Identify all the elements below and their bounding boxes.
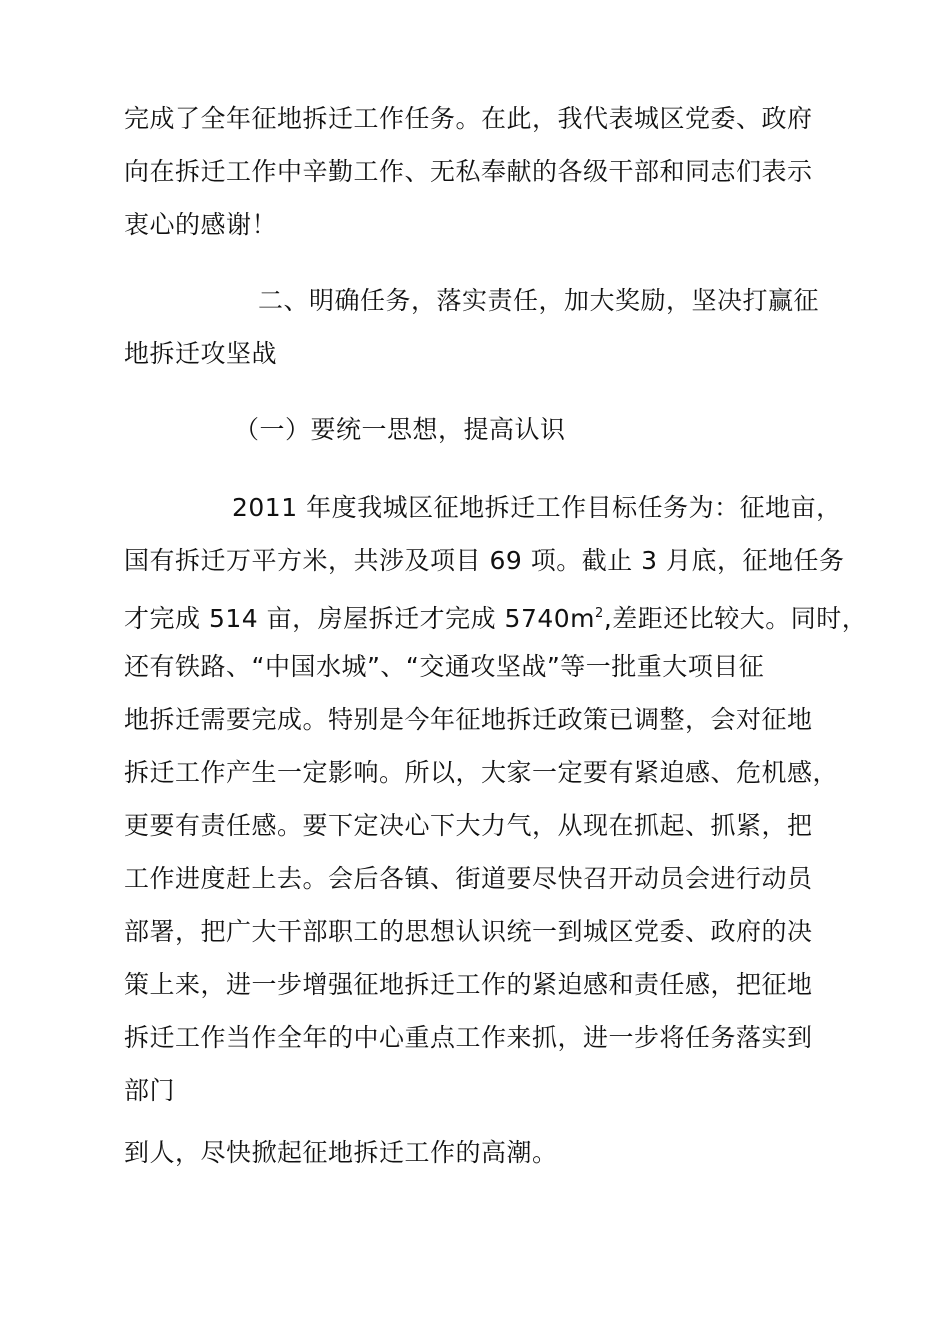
- body-line-2: 国有拆迁万平方米，共涉及项目 69 项。截止 3 月底，征地任务: [124, 546, 845, 575]
- body-line-6: 拆迁工作产生一定影响。所以，大家一定要有紧迫感、危机感，: [124, 758, 839, 787]
- body-line-12: 部门: [124, 1076, 176, 1105]
- superscript-two: 2: [595, 606, 604, 621]
- intro-line-1: 完成了全年征地拆迁工作任务。在此，我代表城区党委、政府: [124, 104, 813, 133]
- section-heading-line-2: 地拆迁攻坚战: [124, 339, 278, 368]
- body-line-5: 地拆迁需要完成。特别是今年征地拆迁政策已调整，会对征地: [124, 705, 813, 734]
- section-heading-line-1: 二、明确任务，落实责任，加大奖励，坚决打赢征: [258, 286, 820, 315]
- body-line-3-main: 才完成 514 亩，房屋拆迁才完成 5740m: [124, 604, 596, 633]
- body-line-9: 部署，把广大干部职工的思想认识统一到城区党委、政府的决: [124, 917, 813, 946]
- intro-line-2: 向在拆迁工作中辛勤工作、无私奉献的各级干部和同志们表示: [124, 157, 813, 186]
- body-line-4: 还有铁路、“中国水城”、“交通攻坚战”等一批重大项目征: [124, 652, 765, 681]
- intro-line-3: 衷心的感谢！: [124, 210, 278, 239]
- body-line-1: 2011 年度我城区征地拆迁工作目标任务为：征地亩，: [232, 493, 842, 522]
- body-line-3: [124, 599, 867, 634]
- closing-line: 到人，尽快掀起征地拆迁工作的高潮。: [124, 1138, 558, 1167]
- body-line-3-rest: ,差距还比较大。同时，: [603, 604, 868, 633]
- body-line-10: 策上来，进一步增强征地拆迁工作的紧迫感和责任感，把征地: [124, 970, 813, 999]
- body-line-11: 拆迁工作当作全年的中心重点工作来抓，进一步将任务落实到: [124, 1023, 813, 1052]
- body-line-7: 更要有责任感。要下定决心下大力气，从现在抓起、抓紧，把: [124, 811, 813, 840]
- body-line-8: 工作进度赶上去。会后各镇、街道要尽快召开动员会进行动员: [124, 864, 813, 893]
- subsection-heading: （一）要统一思想，提高认识: [234, 415, 566, 444]
